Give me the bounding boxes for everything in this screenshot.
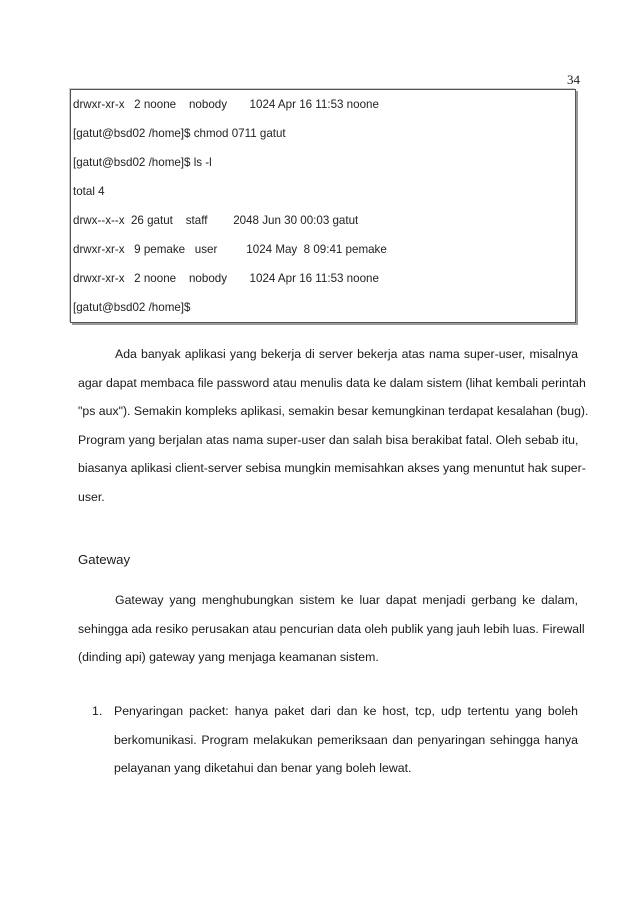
list-item-number: 1.: [92, 704, 103, 718]
paragraph-line: user.: [78, 489, 105, 504]
terminal-line: [gatut@bsd02 /home]$ chmod 0711 gatut: [73, 127, 286, 140]
paragraph-line: Program yang berjalan atas nama super-user dan salah bisa berakibat fatal. Oleh sebab itu,: [78, 432, 579, 447]
paragraph-line: [78, 340, 578, 369]
list-item: [114, 697, 578, 783]
page-number: 34: [567, 72, 580, 87]
paragraph-line-text: Gateway yang menghubungkan sistem ke luar dapat menjadi gerbang ke dalam,: [115, 593, 578, 607]
paragraph-line: biasanya aplikasi client-server sebisa mungkin memisahkan akses yang menuntut hak super-: [78, 461, 586, 476]
terminal-line: [gatut@bsd02 /home]$ ls -l: [73, 156, 212, 169]
section-heading-gateway: Gateway: [78, 552, 131, 567]
paragraph-line: sehingga ada resiko perusakan atau pencurian data oleh publik yang jauh lebih luas. Firewall: [78, 621, 585, 636]
list-item-line: Penyaringan packet: hanya paket dari dan ke host, tcp, udp tertentu yang boleh: [114, 704, 578, 718]
paragraph-line: agar dapat membaca file password atau menulis data ke dalam sistem (lihat kembali perintah: [78, 375, 586, 390]
paragraph-super-user: [78, 340, 589, 512]
terminal-line: drwxr-xr-x 9 pemake user 1024 May 8 09:41 pemake: [73, 243, 387, 256]
list-item-line: pelayanan yang diketahui dan benar yang boleh lewat.: [114, 761, 412, 776]
paragraph-line-text: Ada banyak aplikasi yang bekerja di server bekerja atas nama super-user, misalnya: [115, 347, 578, 361]
terminal-line: total 4: [73, 185, 105, 198]
paragraph-line: "ps aux"). Semakin kompleks aplikasi, semakin besar kemungkinan terdapat kesalahan (bug).: [78, 404, 589, 419]
terminal-output-box: [70, 89, 576, 323]
terminal-line: drwx--x--x 26 gatut staff 2048 Jun 30 00:03 gatut: [73, 214, 359, 227]
terminal-line: drwxr-xr-x 2 noone nobody 1024 Apr 16 11:53 noone: [73, 272, 379, 285]
paragraph-line: (dinding api) gateway yang menjaga keamanan sistem.: [78, 650, 379, 665]
list-item-line: berkomunikasi. Program melakukan pemeriksaan dan penyaringan sehingga hanya: [114, 732, 578, 747]
terminal-line: drwxr-xr-x 2 noone nobody 1024 Apr 16 11:53 noone: [73, 98, 379, 111]
paragraph-gateway: [78, 586, 585, 672]
terminal-line: [gatut@bsd02 /home]$: [73, 301, 191, 314]
paragraph-line: [78, 586, 578, 615]
